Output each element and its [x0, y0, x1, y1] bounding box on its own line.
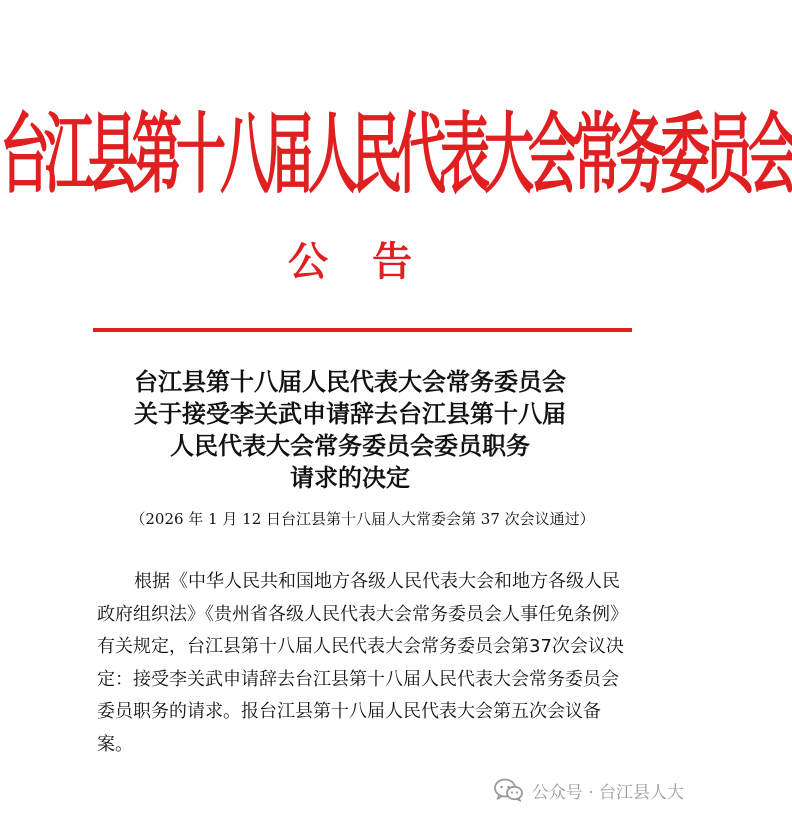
- watermark-text: 公众号 · 台江县人大: [531, 782, 684, 803]
- title-line: 台江县第十八届人民代表大会常务委员会: [134, 367, 566, 396]
- watermark: [494, 774, 684, 806]
- body-line: 有关规定，台江县第十八届人民代表大会常务委员会第37次会议决: [97, 636, 624, 657]
- body-line: 委员职务的请求。报台江县第十八届人民代表大会第五次会议备: [97, 701, 601, 722]
- document-title: [0, 366, 700, 494]
- title-line: 请求的决定: [290, 463, 410, 492]
- title-line: 关于接受李关武申请辞去台江县第十八届: [134, 399, 566, 428]
- red-divider: [93, 328, 632, 332]
- body-paragraph: [97, 566, 637, 761]
- body-line: 根据《中华人民共和国地方各级人民代表大会和地方各级人民: [134, 571, 620, 592]
- body-line: 政府组织法》《贵州省各级人民代表大会常务委员会人事任免条例》: [97, 603, 628, 625]
- wechat-icon: [494, 778, 524, 802]
- body-line: 定：接受李关武申请辞去台江县第十八届人民代表大会常务委员会: [97, 668, 619, 690]
- notice-title: 公告: [288, 239, 456, 285]
- title-line: 人民代表大会常务委员会委员职务: [170, 431, 530, 460]
- organization-header: 台江县第十八届人民代表大会常务委员会: [0, 102, 792, 206]
- adopted-note: （2026 年 1 月 12 日台江县第十八届人大常委会第 37 次会议通过）: [130, 510, 595, 528]
- body-line: 案。: [97, 733, 133, 755]
